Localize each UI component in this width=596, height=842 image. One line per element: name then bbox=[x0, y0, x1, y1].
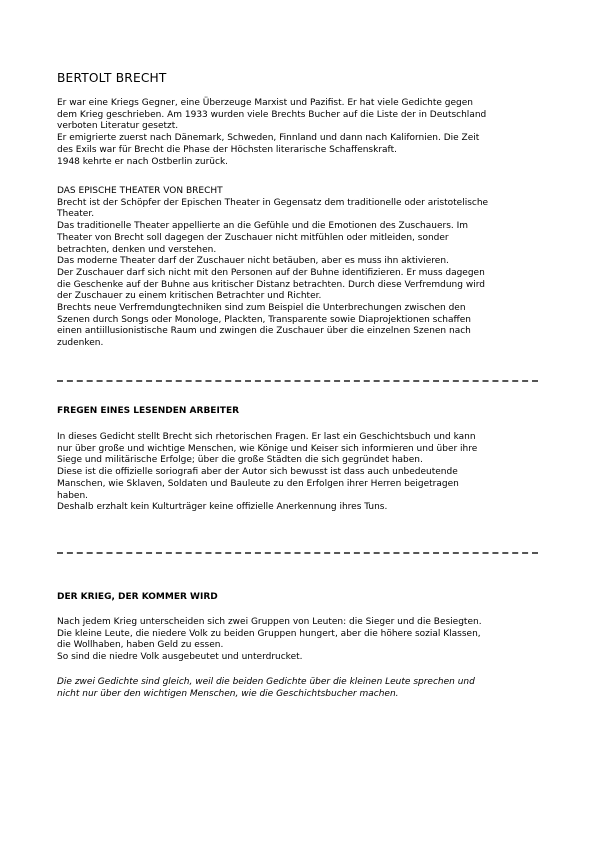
bio-paragraph bbox=[57, 98, 547, 168]
text-line: Siege und militärische Erfolge; über die große Städten die sich gegründet haben. bbox=[57, 455, 423, 466]
poem1-paragraph bbox=[57, 432, 547, 514]
text-line: einen antiillusionistische Raum und zwingen die Zuschauer über die einzelnen Szenen nach bbox=[57, 326, 471, 337]
text-line: haben. bbox=[57, 490, 89, 501]
text-line: Er war eine Kriegs Gegner, eine Überzeuge Marxist und Pazifist. Er hat viele Gedichte gegen bbox=[57, 98, 473, 108]
conclusion-paragraph bbox=[57, 677, 547, 700]
text-line: Er emigrierte zuerst nach Dänemark, Schweden, Finnland und dann nach Kalifornien. Die Zeit bbox=[57, 133, 480, 144]
text-line: zudenken. bbox=[57, 338, 104, 349]
text-line: der Zuschauer zu einem kritischen Betrachter und Richter. bbox=[57, 291, 322, 302]
section-divider bbox=[57, 552, 538, 554]
text-line: 1948 kehrte er nach Ostberlin zurück. bbox=[57, 156, 229, 167]
text-line: verboten Literatur gesetzt. bbox=[57, 121, 179, 132]
text-line: die Geschenke auf der Buhne aus kritischer Distanz betrachten. Durch diese Verfremdung wird bbox=[57, 279, 485, 290]
text-line: Die kleine Leute, die niedere Volk zu beiden Gruppen hungert, aber die höhere sozial Klassen, bbox=[57, 628, 481, 639]
text-line: Das moderne Theater darf der Zuschauer nicht betäuben, aber es muss ihn aktivieren. bbox=[57, 256, 449, 267]
text-line: nur über große und wichtige Menschen, wie Könige und Keiser sich informieren und über ihre bbox=[57, 443, 478, 454]
text-line: In dieses Gedicht stellt Brecht sich rhetorischen Fragen. Er last ein Geschichtsbuch und kann bbox=[57, 432, 476, 442]
text-line: Die zwei Gedichte sind gleich, weil die beiden Gedichte über die kleinen Leute sprechen und bbox=[57, 677, 475, 687]
text-line: DAS EPISCHE THEATER VON BRECHT bbox=[57, 186, 223, 196]
text-line: Diese ist die offizielle soriografi aber der Autor sich bewusst ist dass auch unbedeutende bbox=[57, 467, 458, 478]
text-line: Brechts neue Verfremdungtechniken sind zum Beispiel die Unterbrechungen zwischen den bbox=[57, 303, 466, 314]
text-line: Der Zuschauer darf sich nicht mit den Personen auf der Buhne identifizieren. Er muss dagegen bbox=[57, 267, 485, 278]
section-divider bbox=[57, 380, 538, 382]
section-heading: DER KRIEG, DER KOMMER WIRD bbox=[57, 592, 218, 602]
page-title: BERTOLT BRECHT bbox=[57, 71, 167, 85]
text-line: Manschen, wie Sklaven, Soldaten und Bauleute zu den Erfolgen ihrer Herren beigetragen bbox=[57, 478, 459, 489]
poem2-paragraph bbox=[57, 617, 547, 664]
text-line: Szenen durch Songs oder Monologe, Plackten, Transparente sowie Diaprojektionen schaffen bbox=[57, 314, 471, 325]
text-line: dem Krieg geschrieben. Am 1933 wurden viele Brechts Bucher auf die Liste der in Deutschland bbox=[57, 109, 487, 120]
text-line: betrachten, denken und verstehen. bbox=[57, 244, 217, 255]
text-line: Theater. bbox=[57, 209, 95, 220]
text-line: nicht nur über den wichtigen Menschen, wie die Geschichtsbucher machen. bbox=[57, 688, 399, 699]
text-line: Das traditionelle Theater appellierte an die Gefühle und die Emotionen des Zuschauers. Im bbox=[57, 221, 469, 232]
text-line: Brecht ist der Schöpfer der Epischen Theater in Gegensatz dem traditionelle oder aristotelische bbox=[57, 197, 489, 208]
text-line: So sind die niedre Volk ausgebeutet und unterdrucket. bbox=[57, 652, 303, 663]
text-line: des Exils war für Brecht die Phase der Höchsten literarische Schaffenskraft. bbox=[57, 144, 397, 155]
text-line: die Wollhaben, haben Geld zu essen. bbox=[57, 640, 224, 651]
text-line: Deshalb erzhalt kein Kulturträger keine offizielle Anerkennung ihres Tuns. bbox=[57, 502, 388, 513]
text-line: Nach jedem Krieg unterscheiden sich zwei Gruppen von Leuten: die Sieger und die Besiegten. bbox=[57, 617, 482, 627]
section-heading: FREGEN EINES LESENDEN ARBEITER bbox=[57, 406, 240, 416]
text-line: Theater von Brecht soll dagegen der Zuschauer nicht mitfühlen oder mitleiden, sonder bbox=[57, 232, 449, 243]
theater-paragraph bbox=[57, 186, 547, 350]
